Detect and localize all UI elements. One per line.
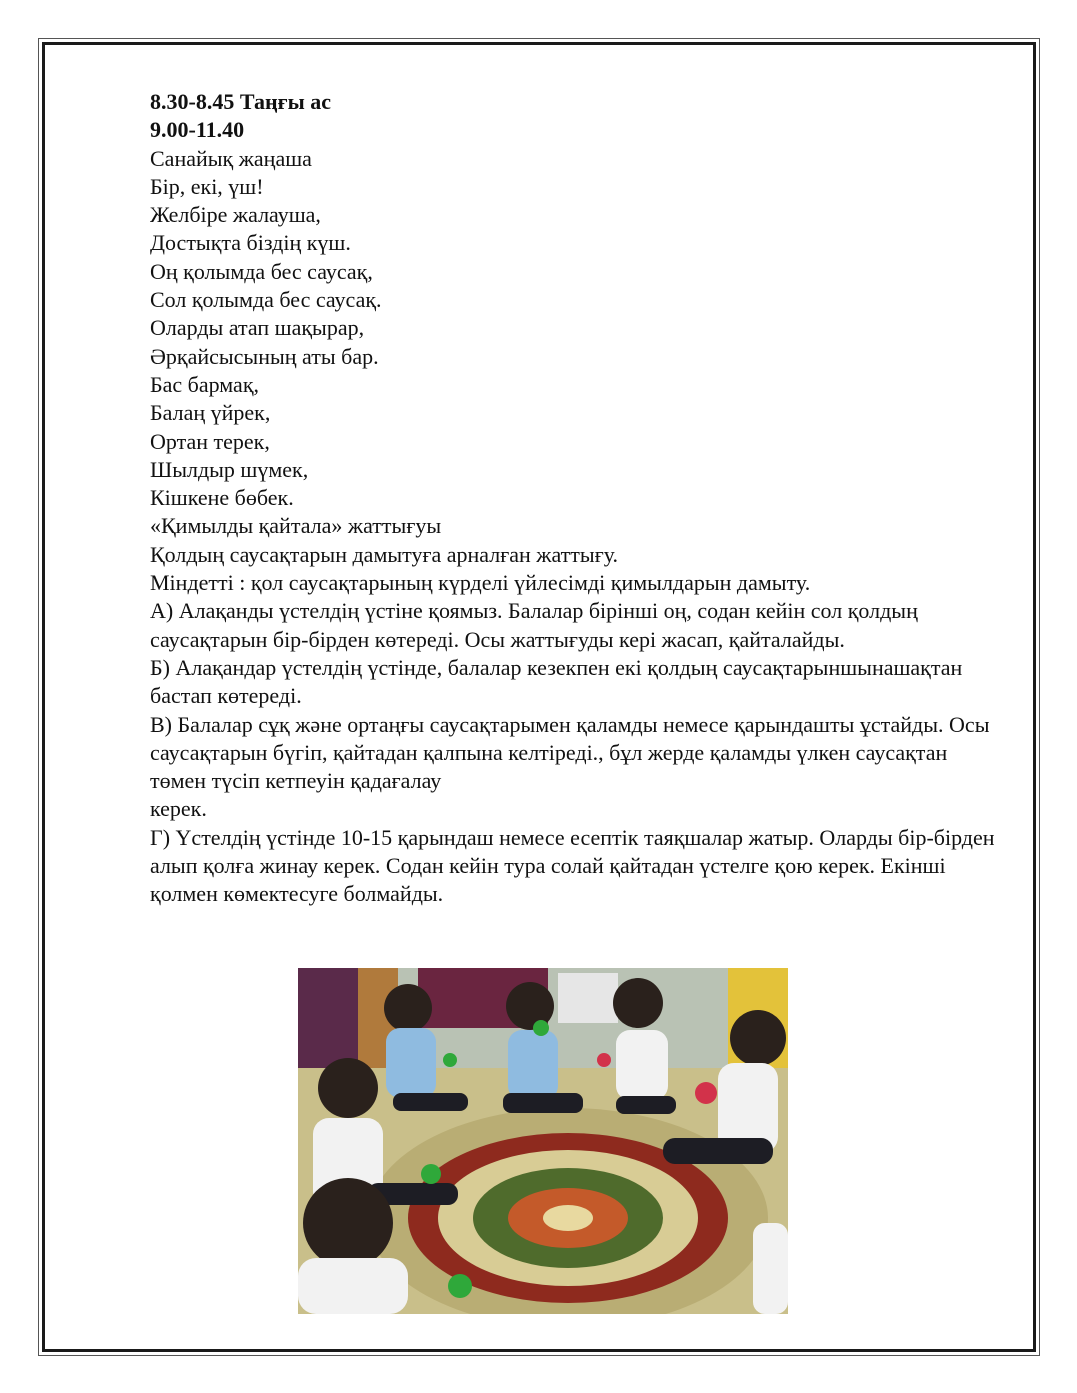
poem-line: Бір, екі, үш! xyxy=(150,173,264,199)
sensory-ball xyxy=(597,1053,611,1067)
exercise-step-a: А) Алақанды үстелдің үстіне қоямыз. Балалар бірінші оң, содан кейін сол қолдың саусақтарын бір-бірден көтереді. Осы жаттығуды кері жасап, қайталайды. xyxy=(150,598,918,652)
toy-box xyxy=(558,973,618,1023)
poem-line: Кішкене бөбек. xyxy=(150,485,294,511)
child-shirt xyxy=(508,1030,558,1100)
child-head xyxy=(384,984,432,1032)
child-shirt xyxy=(753,1223,788,1314)
child-shorts xyxy=(503,1093,583,1113)
exercise-step-v: В) Балалар сұқ және ортаңғы саусақтарымен қаламды немесе қарындашты ұстайды. Осы саусақтарын бүгіп, қайтадан қалпына келтіреді., бұл жерде қаламды үлкен саусақтан төмен түсіп кетпеуін қадағалау xyxy=(150,711,990,794)
exercise-task: Міндетті : қол саусақтарының күрделі үйлесімді қимылдарын дамыту. xyxy=(150,570,811,596)
exercise-title: «Қимылды қайтала» жаттығуы xyxy=(150,513,442,539)
document-body xyxy=(150,88,1000,909)
child-shirt xyxy=(298,1258,408,1314)
poem-line: Достықта біздің күш. xyxy=(150,230,351,256)
sensory-ball xyxy=(443,1053,457,1067)
child-shirt xyxy=(616,1030,668,1100)
exercise-step-g: Г) Үстелдің үстінде 10-15 қарындаш немесе есептік таяқшалар жатыр. Оларды бір-бірден алып қолға жинау керек. Содан кейін тура солай қайтадан үстелге қою керек. Екінші қолмен көмектесуге болмайды. xyxy=(150,824,995,907)
children-photo-illustration xyxy=(298,968,788,1314)
child-head xyxy=(613,978,663,1028)
poem-line: Бас бармақ, xyxy=(150,371,260,397)
exercise-purpose: Қолдың саусақтарын дамытуға арналған жаттығу. xyxy=(150,541,619,567)
poem-line: Сол қолымда бес саусақ. xyxy=(150,287,382,313)
sensory-ball xyxy=(533,1020,549,1036)
child-head xyxy=(318,1058,378,1118)
sensory-ball xyxy=(448,1274,472,1298)
session-time: 9.00-11.40 xyxy=(150,117,245,143)
poem-line: Әрқайсысының аты бар. xyxy=(150,343,379,369)
exercise-step-v-end: керек. xyxy=(150,796,207,822)
poem xyxy=(150,145,1000,513)
poem-line: Санайық жаңаша xyxy=(150,145,312,171)
poem-line: Желбіре жалауша, xyxy=(150,202,321,228)
child-shirt xyxy=(386,1028,436,1098)
children-photo xyxy=(298,968,788,1314)
poem-line: Ортан терек, xyxy=(150,428,270,454)
poem-line: Оларды атап шақырар, xyxy=(150,315,365,341)
poem-line: Шылдыр шүмек, xyxy=(150,456,309,482)
child-head xyxy=(303,1178,393,1268)
breakfast-time: 8.30-8.45 Таңғы ас xyxy=(150,89,332,114)
sensory-ball xyxy=(421,1164,441,1184)
sensory-ball xyxy=(695,1082,717,1104)
child-shorts xyxy=(393,1093,468,1111)
poem-line: Оң қолымда бес саусақ, xyxy=(150,258,373,284)
child-shorts xyxy=(616,1096,676,1114)
poem-line: Балаң үйрек, xyxy=(150,400,271,426)
carpet-medallion xyxy=(543,1205,593,1231)
exercise-step-b: Б) Алақандар үстелдің үстінде, балалар кезекпен екі қолдың саусақтарыншынашақтан бастап көтереді. xyxy=(150,654,963,709)
child-shorts xyxy=(663,1138,773,1164)
child-head xyxy=(730,1010,786,1066)
